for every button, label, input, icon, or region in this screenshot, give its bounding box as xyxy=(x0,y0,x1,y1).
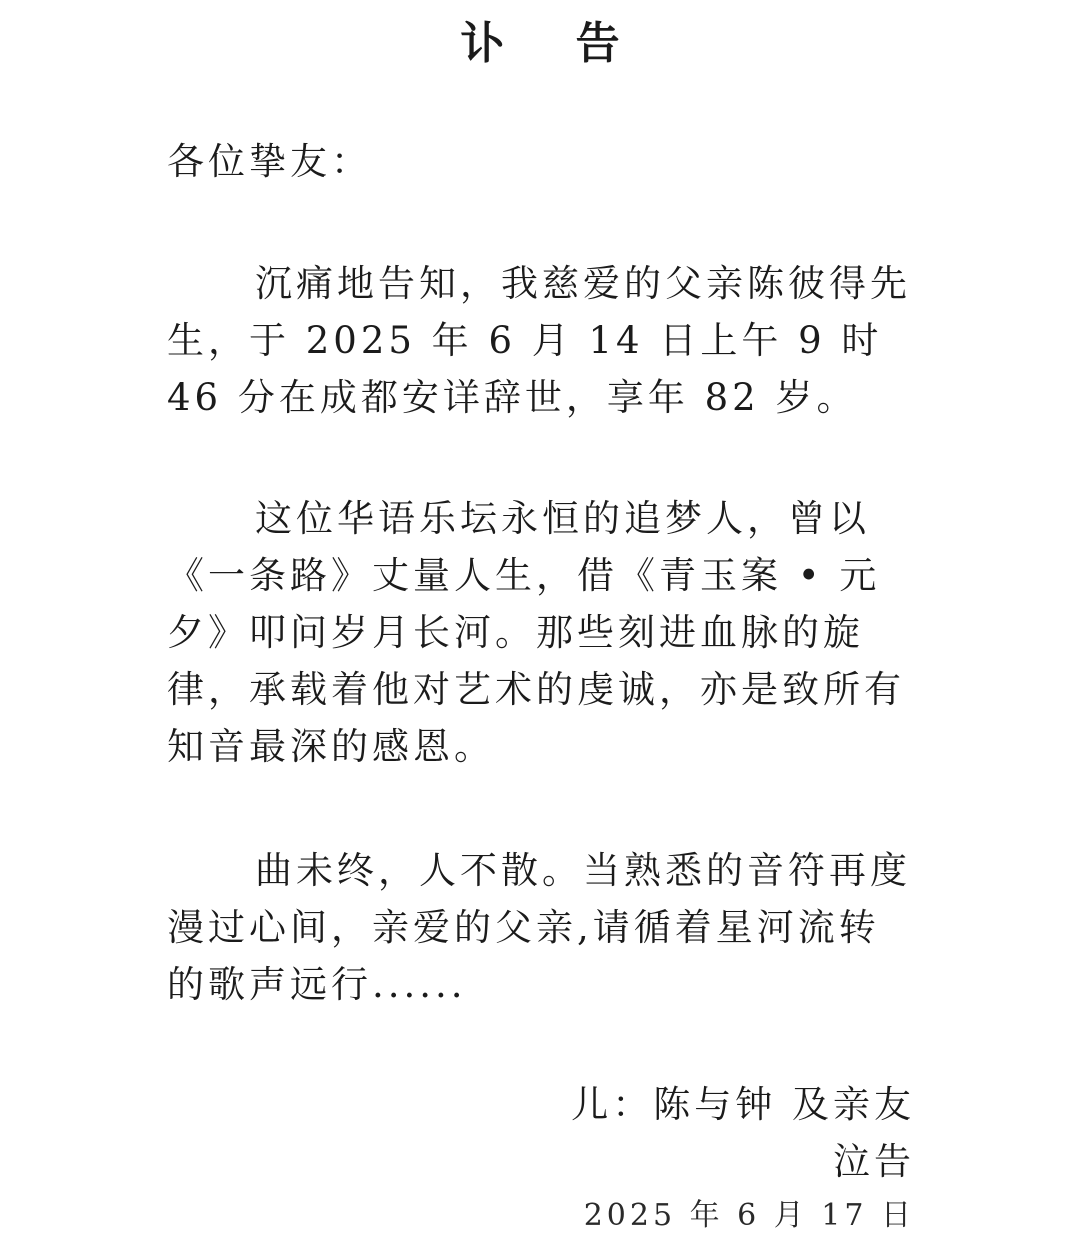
signature-family: 儿：陈与钟 及亲友 xyxy=(571,1083,915,1126)
notice-date: 2025 年 6 月 17 日 xyxy=(583,1198,915,1233)
paragraph-farewell: 曲未终，人不散。当熟悉的音符再度漫过心间，亲爱的父亲,请循着星河流转的歌声远行...... xyxy=(167,849,911,1006)
notice-title: 讣 告 xyxy=(460,18,648,69)
signature-weeping: 泣告 xyxy=(833,1140,915,1183)
paragraph-tribute: 这位华语乐坛永恒的追梦人，曾以《一条路》丈量人生，借《青玉案 • 元夕》叩问岁月长河。那些刻进血脉的旋律，承载着他对艺术的虔诚，亦是致所有知音最深的感恩。 xyxy=(167,497,905,768)
salutation: 各位挚友： xyxy=(167,140,372,183)
paragraph-announcement: 沉痛地告知，我慈爱的父亲陈彼得先生，于 2025 年 6 月 14 日上午 9 时 46 分在成都安详辞世，享年 82 岁。 xyxy=(167,262,911,419)
